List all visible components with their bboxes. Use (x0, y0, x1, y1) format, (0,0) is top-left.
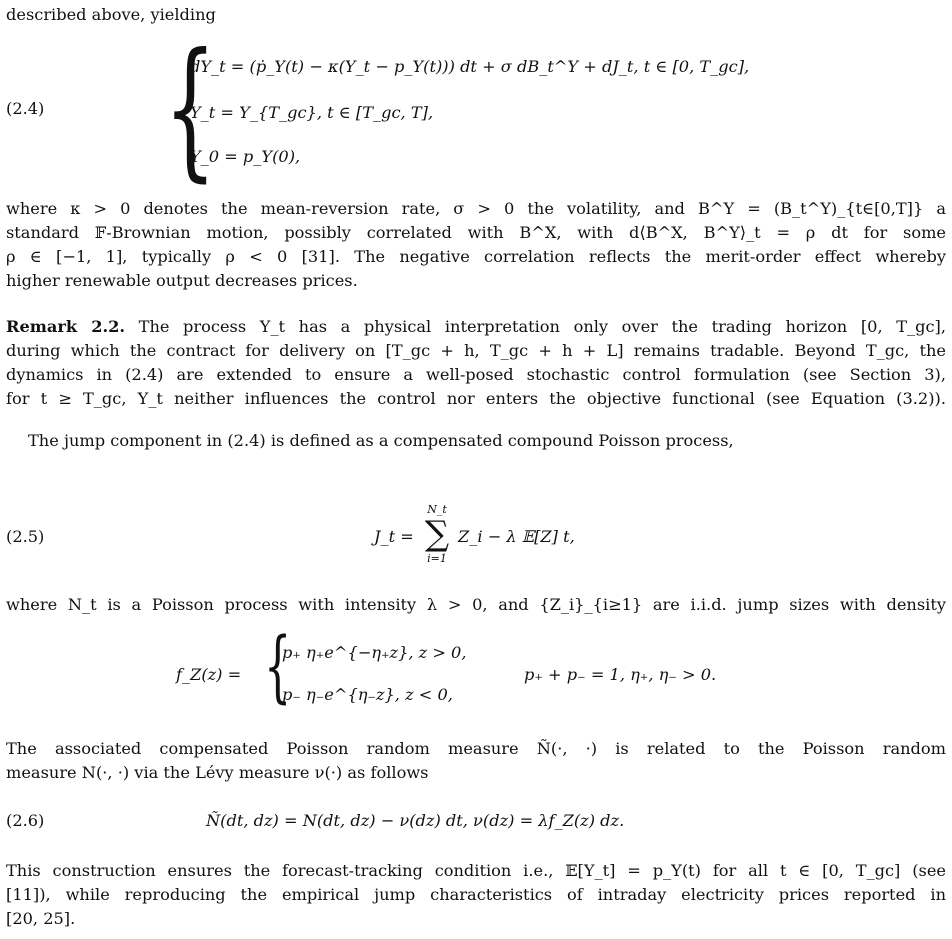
equation-2-6-body: Ñ(dt, dz) = N(dt, dz) − ν(dz) dt, ν(dz) = λf_Z(z) dz. (206, 811, 625, 830)
summation-sign: ∑ (424, 514, 450, 555)
density-case-2: p₋ η₋e^{η₋z}, z < 0, (282, 685, 453, 704)
summation-lower: i=1 (427, 552, 447, 566)
paragraph-2-line-1: where N_t is a Poisson process with intensity λ > 0, and {Z_i}_{i≥1} are i.i.d. jump sizes with density (6, 595, 946, 614)
equation-2-5-rhs: Z_i − λ 𝔼[Z] t, (458, 527, 575, 546)
paragraph-1-line-3: ρ ∈ [−1, 1], typically ρ < 0 [31]. The negative correlation reflects the merit-order effect whereby (6, 247, 946, 266)
paragraph-1-line-2: standard 𝔽-Brownian motion, possibly correlated with B^X, with d⟨B^X, B^Y⟩_t = ρ dt for some (6, 223, 946, 242)
density-brace: { (264, 622, 292, 712)
paragraph-4-line-1: This construction ensures the forecast-tracking condition i.e., 𝔼[Y_t] = p_Y(t) for all t ∈ [0, T_gc] (see (6, 861, 946, 880)
equation-brace: { (164, 22, 217, 196)
remark-line-3: dynamics in (2.4) are extended to ensure a well-posed stochastic control formulation (see Section 3), (6, 365, 946, 384)
summation (422, 502, 452, 566)
equation-2-5-lhs: J_t = (374, 527, 414, 546)
equation-2-4-line-3: Y_0 = p_Y(0), (190, 147, 301, 166)
paragraph-3-line-1: The associated compensated Poisson random measure Ñ(·, ·) is related to the Poisson random (6, 739, 946, 758)
equation-number-2-5: (2.5) (6, 527, 45, 546)
equation-number-2-4: (2.4) (6, 99, 45, 118)
paragraph-4-line-3: [20, 25]. (6, 909, 76, 928)
equation-2-4-line-1: dY_t = (ṗ_Y(t) − κ(Y_t − p_Y(t))) dt + σ dB_t^Y + dJ_t, t ∈ [0, T_gc], (190, 57, 750, 76)
remark-line-4: for t ≥ T_gc, Y_t neither influences the control nor enters the objective functional (see Equation (3.2)). (6, 389, 946, 408)
paragraph-1-line-4: higher renewable output decreases prices. (6, 271, 358, 290)
equation-number-2-6: (2.6) (6, 811, 45, 830)
jump-paragraph: The jump component in (2.4) is defined as a compensated compound Poisson process, (28, 431, 734, 450)
paragraph-1-line-1: where κ > 0 denotes the mean-reversion rate, σ > 0 the volatility, and B^Y = (B_t^Y)_{t∈[0,T]} a (6, 199, 946, 218)
remark-title: Remark 2.2. (6, 317, 126, 336)
summation-upper: N_t (427, 503, 447, 516)
equation-2-4-line-2: Y_t = Y_{T_gc}, t ∈ [T_gc, T], (190, 103, 434, 122)
density-constraints: p₊ + p₋ = 1, η₊, η₋ > 0. (524, 665, 717, 684)
remark-line-1 (6, 316, 946, 338)
remark-line-2: during which the contract for delivery on [T_gc + h, T_gc + h + L] remains tradable. Beyond T_gc, the (6, 341, 946, 360)
intro-text: described above, yielding (6, 5, 216, 24)
paragraph-3-line-2: measure N(·, ·) via the Lévy measure ν(·) as follows (6, 763, 429, 782)
remark-text-1: The process Y_t has a physical interpretation only over the trading horizon [0, T_gc], (138, 317, 946, 336)
density-case-1: p₊ η₊e^{−η₊z}, z > 0, (282, 643, 467, 662)
density-lhs: f_Z(z) = (176, 665, 242, 684)
paragraph-4-line-2: [11]), while reproducing the empirical jump characteristics of intraday electricity prices reported in (6, 885, 946, 904)
